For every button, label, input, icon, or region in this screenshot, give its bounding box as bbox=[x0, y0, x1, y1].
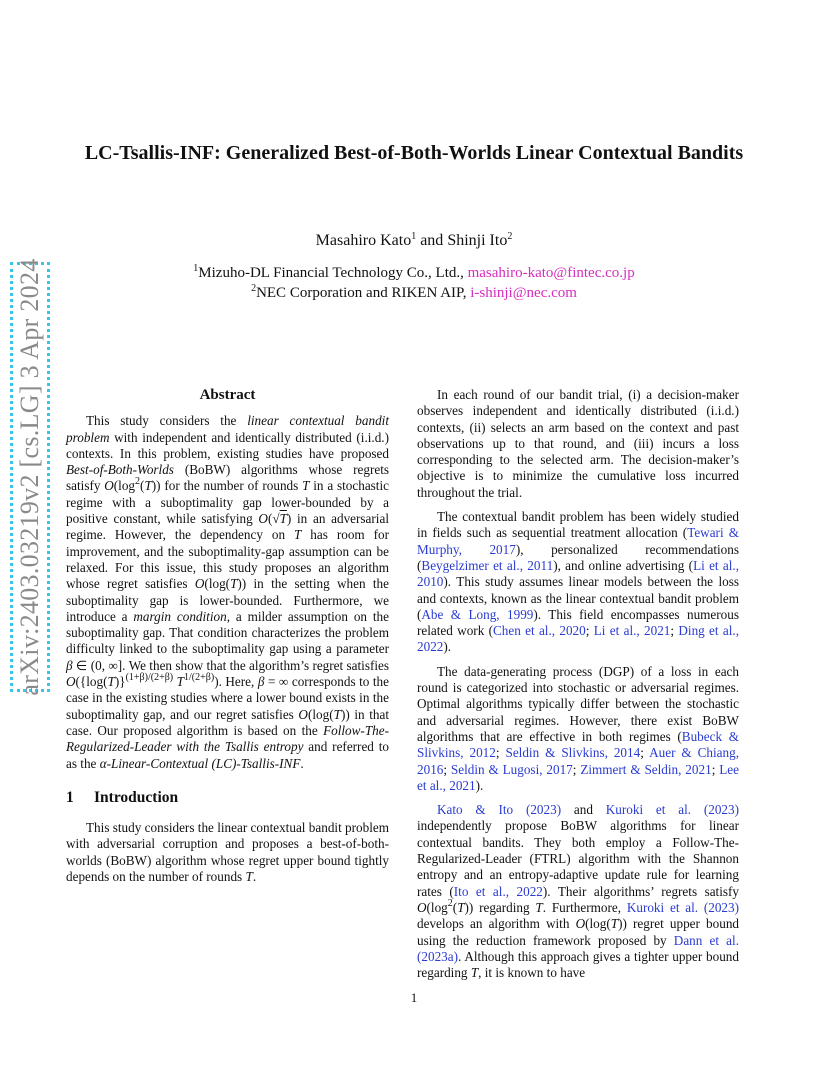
intro-paragraph-3: The contextual bandit problem has been widely studied in fields such as sequential treatment allocation (Tewari & Murphy, 2017), personalized recommendations (Beygelzimer et al., 2011), and online advertising (Li et al., 2010). This study assumes linear models between the loss and contexts, known as the linear contextual bandit problem (Abe & Long, 1999). This field encompasses numerous related work (Chen et al., 2020; Li et al., 2021; Ding et al., 2022). bbox=[417, 509, 740, 655]
page-number: 1 bbox=[410, 990, 418, 1005]
section-number: 1 bbox=[66, 788, 74, 806]
author-1-mark: 1 bbox=[411, 231, 417, 242]
citation-link[interactable]: Beygelzimer et al., 2011 bbox=[421, 557, 554, 573]
citation-link[interactable]: Kuroki et al. (2023) bbox=[626, 899, 740, 915]
citation-link[interactable]: Chen et al., 2020 bbox=[492, 623, 586, 639]
intro-paragraph-5: Kato & Ito (2023) and Kuroki et al. (2023) independently propose BoBW algorithms for linear contextual bandits. They both employ a Follow-The-Regularized-Leader (FTRL) algorithm with the Shannon entropy and an entropy-adaptive update rule for learning rates (Ito et al., 2022). Their algorithms’ regrets satisfy $O(\log^2(T))$ regarding T. Furthermore, Kuroki et al. (2023) develops an algorithm with O(log(T)) regret upper bound using the reduction framework proposed by Dann et al. (2023a). Although this approach gives a tighter upper bound regarding T, it is known to have bbox=[417, 802, 740, 981]
affiliation-2-name: NEC Corporation and RIKEN AIP, bbox=[256, 285, 471, 301]
section-title: Introduction bbox=[94, 788, 179, 806]
abstract-heading: Abstract bbox=[199, 387, 256, 403]
citation-link[interactable]: Kato & Ito (2023) bbox=[437, 802, 562, 818]
affiliation-2 bbox=[60, 285, 768, 302]
citation-link[interactable]: Tewari & Murphy, 2017 bbox=[417, 525, 739, 557]
affiliation-2-email[interactable]: i-shinji@nec.com bbox=[470, 285, 577, 301]
citation-link[interactable]: Zimmert & Seldin, 2021 bbox=[580, 761, 712, 777]
intro-paragraph-4: The data-generating process (DGP) of a loss in each round is categorized into stochastic or adversarial regimes. Optimal algorithms typically differ between the stochastic and adversarial regimes. However, there exist BoBW algorithms that are effective in both regimes (Bubeck & Slivkins, 2012; Seldin & Slivkins, 2014; Auer & Chiang, 2016; Seldin & Lugosi, 2017; Zimmert & Seldin, 2021; Lee et al., 2021). bbox=[417, 663, 740, 793]
citation-link[interactable]: Bubeck & Slivkins, 2012 bbox=[417, 728, 740, 761]
affiliation-1-mark: 1 bbox=[193, 263, 199, 274]
section-heading-introduction bbox=[66, 790, 389, 806]
right-column bbox=[417, 387, 739, 981]
left-column bbox=[66, 387, 389, 885]
citation-link[interactable]: Auer & Chiang, 2016 bbox=[417, 745, 739, 777]
affiliation-2-mark: 2 bbox=[251, 283, 257, 294]
citation-link[interactable]: Kuroki et al. (2023) bbox=[605, 802, 739, 818]
affiliation-1-email[interactable]: masahiro-kato@fintec.co.jp bbox=[467, 265, 635, 281]
citation-link[interactable]: Seldin & Slivkins, 2014 bbox=[505, 745, 641, 761]
arxiv-identifier: arXiv:2403.03219v2 [cs.LG] 3 Apr 2024 bbox=[15, 258, 44, 696]
abstract-text: This study considers the linear contextual bandit problem with independent and identically distributed (i.i.d.) contexts. In this problem, existing studies have proposed Best-of-Both-Worlds (BoBW) algorithms whose regrets satisfy $O(\log^2(T))$ for the number of rounds T in a stochastic regime with a suboptimality gap lower-bounded by a positive constant, while satisfying O(√T) in an adversarial regime. However, the dependency on T has room for improvement, and the suboptimality-gap assumption can be relaxed. For this issue, this study proposes an algorithm whose regret satisfies O(log(T)) in the setting when the suboptimality gap is lower-bounded. Furthermore, we introduce a margin condition, a milder assumption on the suboptimality gap. That condition characterizes the problem difficulty linked to the suboptimality gap using a parameter β ∈ (0, ∞]. We then show that the algorithm’s regret satisfies $O(\{\log(T)\}^{(1+\beta)/(2+\beta)}$ $T^{1/(2+\beta)}$). Here, β = ∞ corresponds to the case in the existing studies where a lower bound exists in the suboptimality gap, and our regret satisfies O(log(T)) in that case. Our proposed algorithm is based on the Follow-The-Regularized-Leader with the Tsallis entropy and referred to as the α-Linear-Contextual (LC)-Tsallis-INF. bbox=[66, 413, 390, 771]
citation-link[interactable]: Li et al., 2010 bbox=[417, 557, 740, 590]
citation-link[interactable]: Abe & Long, 1999 bbox=[421, 606, 534, 622]
arxiv-stamp bbox=[10, 258, 50, 696]
citation-link[interactable]: Li et al., 2021 bbox=[593, 623, 671, 639]
citation-link[interactable]: Dann et al. (2023a) bbox=[417, 932, 739, 964]
affiliation-1-name: Mizuho-DL Financial Technology Co., Ltd., bbox=[198, 265, 468, 281]
citation-link[interactable]: Ding et al., 2022 bbox=[417, 623, 739, 655]
author-2-mark: 2 bbox=[507, 231, 513, 242]
author-line bbox=[60, 232, 768, 250]
intro-paragraph-1: This study considers the linear contextual bandit problem with adversarial corruption and proposes a best-of-both-worlds (BoBW) algorithm whose regret upper bound tightly depends on the number of rounds T. bbox=[66, 820, 389, 885]
author-1: Masahiro Kato bbox=[315, 232, 412, 249]
author-conjunction: and bbox=[416, 232, 448, 249]
paper-title: LC-Tsallis-INF: Generalized Best-of-Both-Worlds Linear Contextual Bandits bbox=[84, 142, 744, 164]
citation-link[interactable]: Ito et al., 2022 bbox=[453, 883, 543, 899]
author-2: Shinji Ito bbox=[447, 232, 508, 249]
intro-paragraph-2: In each round of our bandit trial, (i) a decision-maker observes independent and identically distributed (i.i.d.) contexts, (ii) selects an arm based on the context and past observations up to that round, and (iii) incurs a loss corresponding to the selected arm. The decision-maker’s objective is to minimize the cumulative loss incurred throughout the trial. bbox=[417, 387, 739, 500]
affiliation-1 bbox=[60, 265, 768, 282]
citation-link[interactable]: Seldin & Lugosi, 2017 bbox=[450, 761, 573, 777]
citation-link[interactable]: Lee et al., 2021 bbox=[417, 761, 739, 793]
